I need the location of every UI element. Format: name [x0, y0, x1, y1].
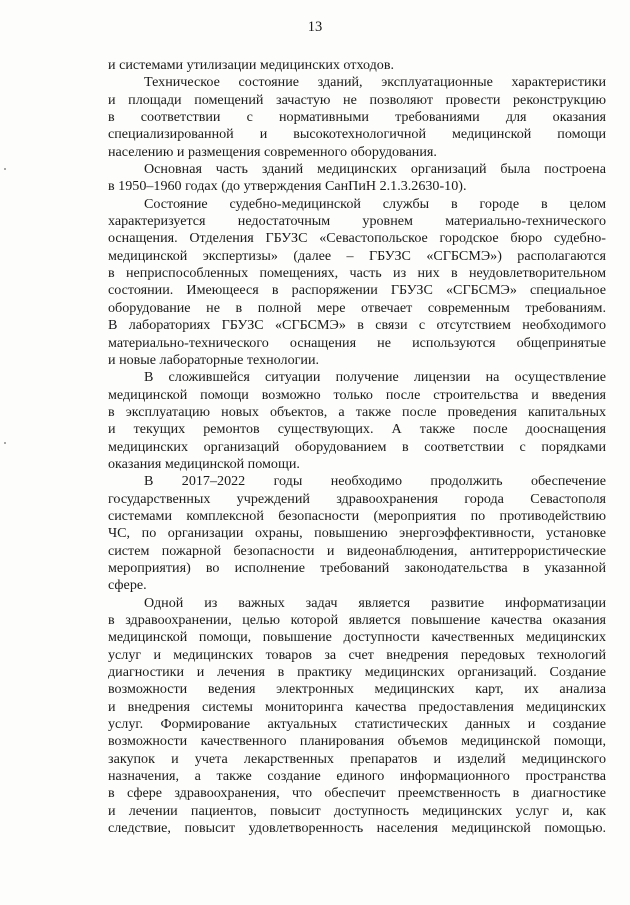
text-line: следствие, повысит удовлетворенность населения медицинской помощью.: [108, 820, 606, 837]
text-line: материально-технического оснащения не используются общепринятые: [108, 334, 606, 351]
text-line: характеризуется недостаточным уровнем материально-технического: [108, 213, 606, 230]
text-line: систем пожарной безопасности и видеонаблюдения, антитеррористические: [108, 542, 606, 559]
text-line: диагностики и лечения в практику медицинских организаций. Создание: [108, 664, 606, 681]
text-line: медицинской помощи, повышение доступности качественных медицинских: [108, 629, 606, 646]
scan-speck: [4, 168, 6, 170]
text-line: медицинских организаций оборудованием в соответствии с порядками: [108, 438, 606, 455]
text-line: государственных учреждений здравоохранения города Севастополя: [108, 490, 606, 507]
text-line: системами комплексной безопасности (мероприятия по противодействию: [108, 507, 606, 524]
text-line: и внедрения системы мониторинга качества предоставления медицинских: [108, 698, 606, 715]
body-text: [108, 57, 606, 837]
text-line: В сложившейся ситуации получение лицензии на осуществление: [144, 369, 606, 386]
text-line: Одной из важных задач является развитие информатизации: [144, 594, 606, 611]
text-line: и площади помещений зачастую не позволяют провести реконструкцию: [108, 91, 606, 108]
page-number: 13: [307, 19, 323, 35]
text-line: оказания медицинской помощи.: [108, 455, 300, 472]
paragraph: [108, 161, 606, 196]
text-line: В 2017–2022 годы необходимо продолжить обеспечение: [144, 473, 606, 490]
text-line: в здравоохранении, целью которой является повышение качества оказания: [108, 612, 606, 628]
text-line: Техническое состояние зданий, эксплуатационные характеристики: [144, 74, 606, 91]
text-line: Основная часть зданий медицинских организаций была построена: [144, 161, 606, 178]
text-line: медицинской экспертизы» (далее – ГБУЗС «СГБСМЭ») располагаются: [108, 247, 606, 264]
text-line: ЧС, по организации охраны, повышению энергоэффективности, установке: [108, 525, 606, 542]
text-line: услуг. Формирование актуальных статистических данных и создание: [108, 716, 606, 733]
text-line: В лабораториях ГБУЗС «СГБСМЭ» в связи с отсутствием необходимого: [108, 317, 606, 334]
text-line: в неприспособленных помещениях, часть из них в неудовлетворительном: [108, 265, 606, 282]
paragraph: [108, 369, 606, 473]
paragraph: [108, 57, 606, 74]
text-line: оснащения. Отделения ГБУЗС «Севастопольское городское бюро судебно-: [108, 230, 606, 247]
paragraph: [108, 196, 606, 369]
text-line: в сфере здравоохранения, что обеспечит преемственность в диагностике: [108, 785, 606, 802]
text-line: и лечении пациентов, повысит доступность медицинских услуг и, как: [108, 802, 606, 819]
text-line: Состояние судебно-медицинской службы в городе в целом: [144, 195, 606, 212]
text-line: в эксплуатацию новых объектов, а также после проведения капитальных: [108, 403, 606, 420]
text-line: состоянии. Имеющееся в распоряжении ГБУЗС «СГБСМЭ» специальное: [108, 282, 606, 299]
text-line: специализированной и высокотехнологичной медицинской помощи: [108, 126, 606, 143]
text-line: услуг и медицинских товаров за счет внедрения передовых технологий: [108, 646, 606, 663]
text-line: и текущих ремонтов существующих. А также после дооснащения: [108, 421, 606, 438]
text-line: мероприятия) во исполнение требований законодательства в указанной: [108, 559, 606, 576]
text-line: оборудование не в полной мере отвечает современным требованиям.: [108, 299, 606, 316]
text-line: и новые лабораторные технологии.: [108, 351, 320, 368]
paragraph: [108, 473, 606, 594]
paragraph: [108, 74, 606, 161]
text-line: и системами утилизации медицинских отходов.: [108, 57, 395, 73]
paragraph: [108, 595, 606, 838]
text-line: назначения, а также создание единого информационного пространства: [108, 768, 606, 785]
text-line: возможности качественного планирования объемов медицинской помощи,: [108, 733, 606, 750]
scan-speck: [4, 442, 6, 444]
text-line: возможности ведения электронных медицинских карт, их анализа: [108, 681, 606, 698]
text-line: медицинской помощи возможно только после строительства и введения: [108, 386, 606, 403]
text-line: в 1950–1960 годах (до утверждения СанПиН 2.1.3.2630-10).: [108, 178, 467, 195]
text-line: сфере.: [108, 577, 147, 594]
text-line: населению и размещения современного оборудования.: [108, 143, 437, 160]
text-line: закупок и учета лекарственных препаратов и изделий медицинского: [108, 750, 606, 767]
text-line: в соответствии с нормативными требованиями для оказания: [108, 109, 606, 126]
